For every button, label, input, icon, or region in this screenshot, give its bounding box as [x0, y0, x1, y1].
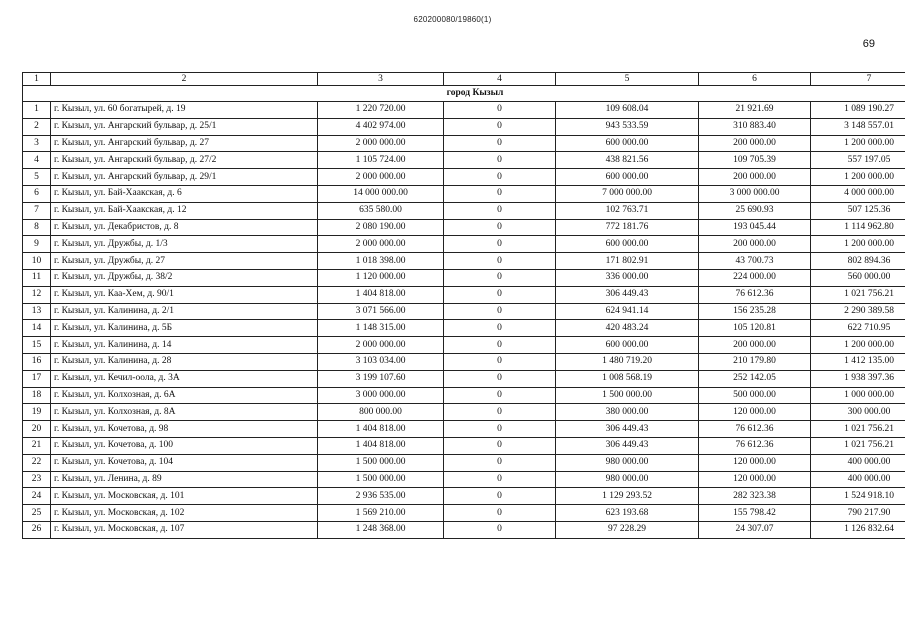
value-cell: 802 894.36 — [811, 253, 905, 270]
value-cell: 210 179.80 — [699, 353, 811, 370]
value-cell: 336 000.00 — [556, 269, 699, 286]
table-row — [23, 286, 905, 303]
row-number-cell: 13 — [23, 303, 51, 320]
table-row — [23, 202, 905, 219]
value-cell: 155 798.42 — [699, 505, 811, 522]
value-cell: 171 802.91 — [556, 253, 699, 270]
value-cell: 1 018 398.00 — [318, 253, 444, 270]
address-cell: г. Кызыл, ул. Каа-Хем, д. 90/1 — [51, 286, 318, 303]
value-cell: 0 — [444, 185, 556, 202]
value-cell: 600 000.00 — [556, 135, 699, 152]
table-row — [23, 404, 905, 421]
value-cell: 0 — [444, 454, 556, 471]
document-id: 620200080/19860(1) — [413, 15, 492, 24]
table-row — [23, 387, 905, 404]
value-cell: 400 000.00 — [811, 454, 905, 471]
value-cell: 3 000 000.00 — [699, 185, 811, 202]
value-cell: 14 000 000.00 — [318, 185, 444, 202]
row-number-cell: 3 — [23, 135, 51, 152]
value-cell: 0 — [444, 488, 556, 505]
row-number-cell: 11 — [23, 269, 51, 286]
table-row — [23, 185, 905, 202]
value-cell: 105 120.81 — [699, 320, 811, 337]
value-cell: 97 228.29 — [556, 521, 699, 538]
value-cell: 3 199 107.60 — [318, 370, 444, 387]
table-row — [23, 437, 905, 454]
row-number-cell: 5 — [23, 169, 51, 186]
value-cell: 2 936 535.00 — [318, 488, 444, 505]
value-cell: 0 — [444, 253, 556, 270]
value-cell: 0 — [444, 202, 556, 219]
value-cell: 1 500 000.00 — [318, 454, 444, 471]
value-cell: 2 290 389.58 — [811, 303, 905, 320]
address-cell: г. Кызыл, ул. Кечил-оола, д. 3А — [51, 370, 318, 387]
address-cell: г. Кызыл, ул. Колхозная, д. 8А — [51, 404, 318, 421]
value-cell: 1 200 000.00 — [811, 337, 905, 354]
value-cell: 0 — [444, 135, 556, 152]
table-row — [23, 269, 905, 286]
address-cell: г. Кызыл, ул. Ленина, д. 89 — [51, 471, 318, 488]
row-number-cell: 19 — [23, 404, 51, 421]
value-cell: 25 690.93 — [699, 202, 811, 219]
value-cell: 772 181.76 — [556, 219, 699, 236]
page-number: 69 — [862, 38, 875, 50]
table-row — [23, 421, 905, 438]
value-cell: 0 — [444, 219, 556, 236]
row-number-cell: 22 — [23, 454, 51, 471]
value-cell: 200 000.00 — [699, 135, 811, 152]
value-cell: 1 008 568.19 — [556, 370, 699, 387]
value-cell: 43 700.73 — [699, 253, 811, 270]
data-table — [22, 72, 905, 539]
value-cell: 0 — [444, 471, 556, 488]
value-cell: 600 000.00 — [556, 236, 699, 253]
table-row — [23, 471, 905, 488]
value-cell: 120 000.00 — [699, 454, 811, 471]
address-cell: г. Кызыл, ул. Калинина, д. 2/1 — [51, 303, 318, 320]
value-cell: 2 000 000.00 — [318, 337, 444, 354]
value-cell: 420 483.24 — [556, 320, 699, 337]
value-cell: 0 — [444, 236, 556, 253]
row-number-cell: 12 — [23, 286, 51, 303]
value-cell: 1 404 818.00 — [318, 437, 444, 454]
value-cell: 624 941.14 — [556, 303, 699, 320]
value-cell: 0 — [444, 320, 556, 337]
value-cell: 1 500 000.00 — [556, 387, 699, 404]
value-cell: 4 402 974.00 — [318, 118, 444, 135]
value-cell: 310 883.40 — [699, 118, 811, 135]
row-number-cell: 4 — [23, 152, 51, 169]
value-cell: 200 000.00 — [699, 236, 811, 253]
column-header: 3 — [318, 73, 444, 86]
value-cell: 0 — [444, 303, 556, 320]
table-row — [23, 320, 905, 337]
value-cell: 4 000 000.00 — [811, 185, 905, 202]
value-cell: 800 000.00 — [318, 404, 444, 421]
section-row — [23, 86, 905, 102]
value-cell: 438 821.56 — [556, 152, 699, 169]
table-row — [23, 236, 905, 253]
row-number-cell: 1 — [23, 102, 51, 119]
address-cell: г. Кызыл, ул. Московская, д. 107 — [51, 521, 318, 538]
value-cell: 1 248 368.00 — [318, 521, 444, 538]
row-number-cell: 17 — [23, 370, 51, 387]
address-cell: г. Кызыл, ул. Кочетова, д. 104 — [51, 454, 318, 471]
value-cell: 600 000.00 — [556, 169, 699, 186]
table-row — [23, 521, 905, 538]
value-cell: 980 000.00 — [556, 471, 699, 488]
row-number-cell: 15 — [23, 337, 51, 354]
value-cell: 7 000 000.00 — [556, 185, 699, 202]
table-row — [23, 152, 905, 169]
column-header: 6 — [699, 73, 811, 86]
value-cell: 3 071 566.00 — [318, 303, 444, 320]
value-cell: 102 763.71 — [556, 202, 699, 219]
value-cell: 120 000.00 — [699, 404, 811, 421]
value-cell: 0 — [444, 169, 556, 186]
address-cell: г. Кызыл, ул. Кочетова, д. 100 — [51, 437, 318, 454]
address-cell: г. Кызыл, ул. Дружбы, д. 1/3 — [51, 236, 318, 253]
table-row — [23, 219, 905, 236]
value-cell: 1 114 962.80 — [811, 219, 905, 236]
value-cell: 252 142.05 — [699, 370, 811, 387]
table-row — [23, 337, 905, 354]
value-cell: 2 000 000.00 — [318, 169, 444, 186]
address-cell: г. Кызыл, ул. 60 богатырей, д. 19 — [51, 102, 318, 119]
value-cell: 380 000.00 — [556, 404, 699, 421]
value-cell: 76 612.36 — [699, 286, 811, 303]
table-row — [23, 102, 905, 119]
value-cell: 1 200 000.00 — [811, 135, 905, 152]
value-cell: 623 193.68 — [556, 505, 699, 522]
value-cell: 2 000 000.00 — [318, 135, 444, 152]
row-number-cell: 9 — [23, 236, 51, 253]
table-row — [23, 169, 905, 186]
value-cell: 1 480 719.20 — [556, 353, 699, 370]
row-number-cell: 24 — [23, 488, 51, 505]
table-row — [23, 488, 905, 505]
value-cell: 622 710.95 — [811, 320, 905, 337]
value-cell: 2 080 190.00 — [318, 219, 444, 236]
value-cell: 1 126 832.64 — [811, 521, 905, 538]
value-cell: 1 000 000.00 — [811, 387, 905, 404]
value-cell: 1 404 818.00 — [318, 421, 444, 438]
value-cell: 2 000 000.00 — [318, 236, 444, 253]
value-cell: 1 021 756.21 — [811, 421, 905, 438]
value-cell: 156 235.28 — [699, 303, 811, 320]
value-cell: 0 — [444, 269, 556, 286]
row-number-cell: 7 — [23, 202, 51, 219]
value-cell: 557 197.05 — [811, 152, 905, 169]
value-cell: 0 — [444, 286, 556, 303]
value-cell: 1 021 756.21 — [811, 437, 905, 454]
address-cell: г. Кызыл, ул. Декабристов, д. 8 — [51, 219, 318, 236]
address-cell: г. Кызыл, ул. Калинина, д. 14 — [51, 337, 318, 354]
value-cell: 1 021 756.21 — [811, 286, 905, 303]
column-header-row — [23, 73, 905, 86]
value-cell: 0 — [444, 521, 556, 538]
table-row — [23, 253, 905, 270]
table-row — [23, 353, 905, 370]
value-cell: 1 938 397.36 — [811, 370, 905, 387]
table-row — [23, 135, 905, 152]
value-cell: 76 612.36 — [699, 437, 811, 454]
table-row — [23, 505, 905, 522]
row-number-cell: 8 — [23, 219, 51, 236]
address-cell: г. Кызыл, ул. Калинина, д. 5Б — [51, 320, 318, 337]
value-cell: 3 148 557.01 — [811, 118, 905, 135]
value-cell: 1 220 720.00 — [318, 102, 444, 119]
value-cell: 193 045.44 — [699, 219, 811, 236]
value-cell: 1 500 000.00 — [318, 471, 444, 488]
value-cell: 500 000.00 — [699, 387, 811, 404]
column-header: 7 — [811, 73, 905, 86]
value-cell: 109 608.04 — [556, 102, 699, 119]
value-cell: 0 — [444, 118, 556, 135]
value-cell: 1 569 210.00 — [318, 505, 444, 522]
value-cell: 0 — [444, 353, 556, 370]
row-number-cell: 10 — [23, 253, 51, 270]
value-cell: 0 — [444, 404, 556, 421]
column-header: 5 — [556, 73, 699, 86]
address-cell: г. Кызыл, ул. Бай-Хаакская, д. 6 — [51, 185, 318, 202]
row-number-cell: 14 — [23, 320, 51, 337]
value-cell: 200 000.00 — [699, 337, 811, 354]
value-cell: 1 524 918.10 — [811, 488, 905, 505]
value-cell: 1 200 000.00 — [811, 236, 905, 253]
value-cell: 507 125.36 — [811, 202, 905, 219]
address-cell: г. Кызыл, ул. Ангарский бульвар, д. 27 — [51, 135, 318, 152]
value-cell: 24 307.07 — [699, 521, 811, 538]
value-cell: 306 449.43 — [556, 437, 699, 454]
address-cell: г. Кызыл, ул. Дружбы, д. 27 — [51, 253, 318, 270]
row-number-cell: 20 — [23, 421, 51, 438]
value-cell: 0 — [444, 370, 556, 387]
value-cell: 0 — [444, 102, 556, 119]
value-cell: 1 412 135.00 — [811, 353, 905, 370]
row-number-cell: 26 — [23, 521, 51, 538]
address-cell: г. Кызыл, ул. Московская, д. 101 — [51, 488, 318, 505]
address-cell: г. Кызыл, ул. Калинина, д. 28 — [51, 353, 318, 370]
value-cell: 282 323.38 — [699, 488, 811, 505]
value-cell: 790 217.90 — [811, 505, 905, 522]
value-cell: 0 — [444, 505, 556, 522]
row-number-cell: 21 — [23, 437, 51, 454]
row-number-cell: 18 — [23, 387, 51, 404]
value-cell: 600 000.00 — [556, 337, 699, 354]
value-cell: 1 148 315.00 — [318, 320, 444, 337]
address-cell: г. Кызыл, ул. Колхозная, д. 6А — [51, 387, 318, 404]
address-cell: г. Кызыл, ул. Бай-Хаакская, д. 12 — [51, 202, 318, 219]
value-cell: 0 — [444, 152, 556, 169]
value-cell: 224 000.00 — [699, 269, 811, 286]
column-header: 1 — [23, 73, 51, 86]
value-cell: 1 404 818.00 — [318, 286, 444, 303]
table-row — [23, 118, 905, 135]
address-cell: г. Кызыл, ул. Кочетова, д. 98 — [51, 421, 318, 438]
value-cell: 0 — [444, 387, 556, 404]
address-cell: г. Кызыл, ул. Ангарский бульвар, д. 25/1 — [51, 118, 318, 135]
row-number-cell: 25 — [23, 505, 51, 522]
row-number-cell: 6 — [23, 185, 51, 202]
value-cell: 0 — [444, 337, 556, 354]
address-cell: г. Кызыл, ул. Московская, д. 102 — [51, 505, 318, 522]
value-cell: 560 000.00 — [811, 269, 905, 286]
section-title: город Кызыл — [23, 86, 905, 102]
value-cell: 0 — [444, 437, 556, 454]
value-cell: 1 105 724.00 — [318, 152, 444, 169]
value-cell: 306 449.43 — [556, 421, 699, 438]
column-header: 2 — [51, 73, 318, 86]
row-number-cell: 2 — [23, 118, 51, 135]
value-cell: 109 705.39 — [699, 152, 811, 169]
value-cell: 1 200 000.00 — [811, 169, 905, 186]
value-cell: 300 000.00 — [811, 404, 905, 421]
address-cell: г. Кызыл, ул. Ангарский бульвар, д. 27/2 — [51, 152, 318, 169]
value-cell: 120 000.00 — [699, 471, 811, 488]
value-cell: 0 — [444, 421, 556, 438]
value-cell: 400 000.00 — [811, 471, 905, 488]
address-cell: г. Кызыл, ул. Дружбы, д. 38/2 — [51, 269, 318, 286]
table-row — [23, 454, 905, 471]
row-number-cell: 23 — [23, 471, 51, 488]
value-cell: 1 120 000.00 — [318, 269, 444, 286]
value-cell: 1 129 293.52 — [556, 488, 699, 505]
value-cell: 3 103 034.00 — [318, 353, 444, 370]
value-cell: 21 921.69 — [699, 102, 811, 119]
value-cell: 980 000.00 — [556, 454, 699, 471]
value-cell: 200 000.00 — [699, 169, 811, 186]
address-cell: г. Кызыл, ул. Ангарский бульвар, д. 29/1 — [51, 169, 318, 186]
value-cell: 943 533.59 — [556, 118, 699, 135]
row-number-cell: 16 — [23, 353, 51, 370]
value-cell: 635 580.00 — [318, 202, 444, 219]
value-cell: 76 612.36 — [699, 421, 811, 438]
table-row — [23, 370, 905, 387]
table-row — [23, 303, 905, 320]
value-cell: 1 089 190.27 — [811, 102, 905, 119]
column-header: 4 — [444, 73, 556, 86]
value-cell: 3 000 000.00 — [318, 387, 444, 404]
value-cell: 306 449.43 — [556, 286, 699, 303]
